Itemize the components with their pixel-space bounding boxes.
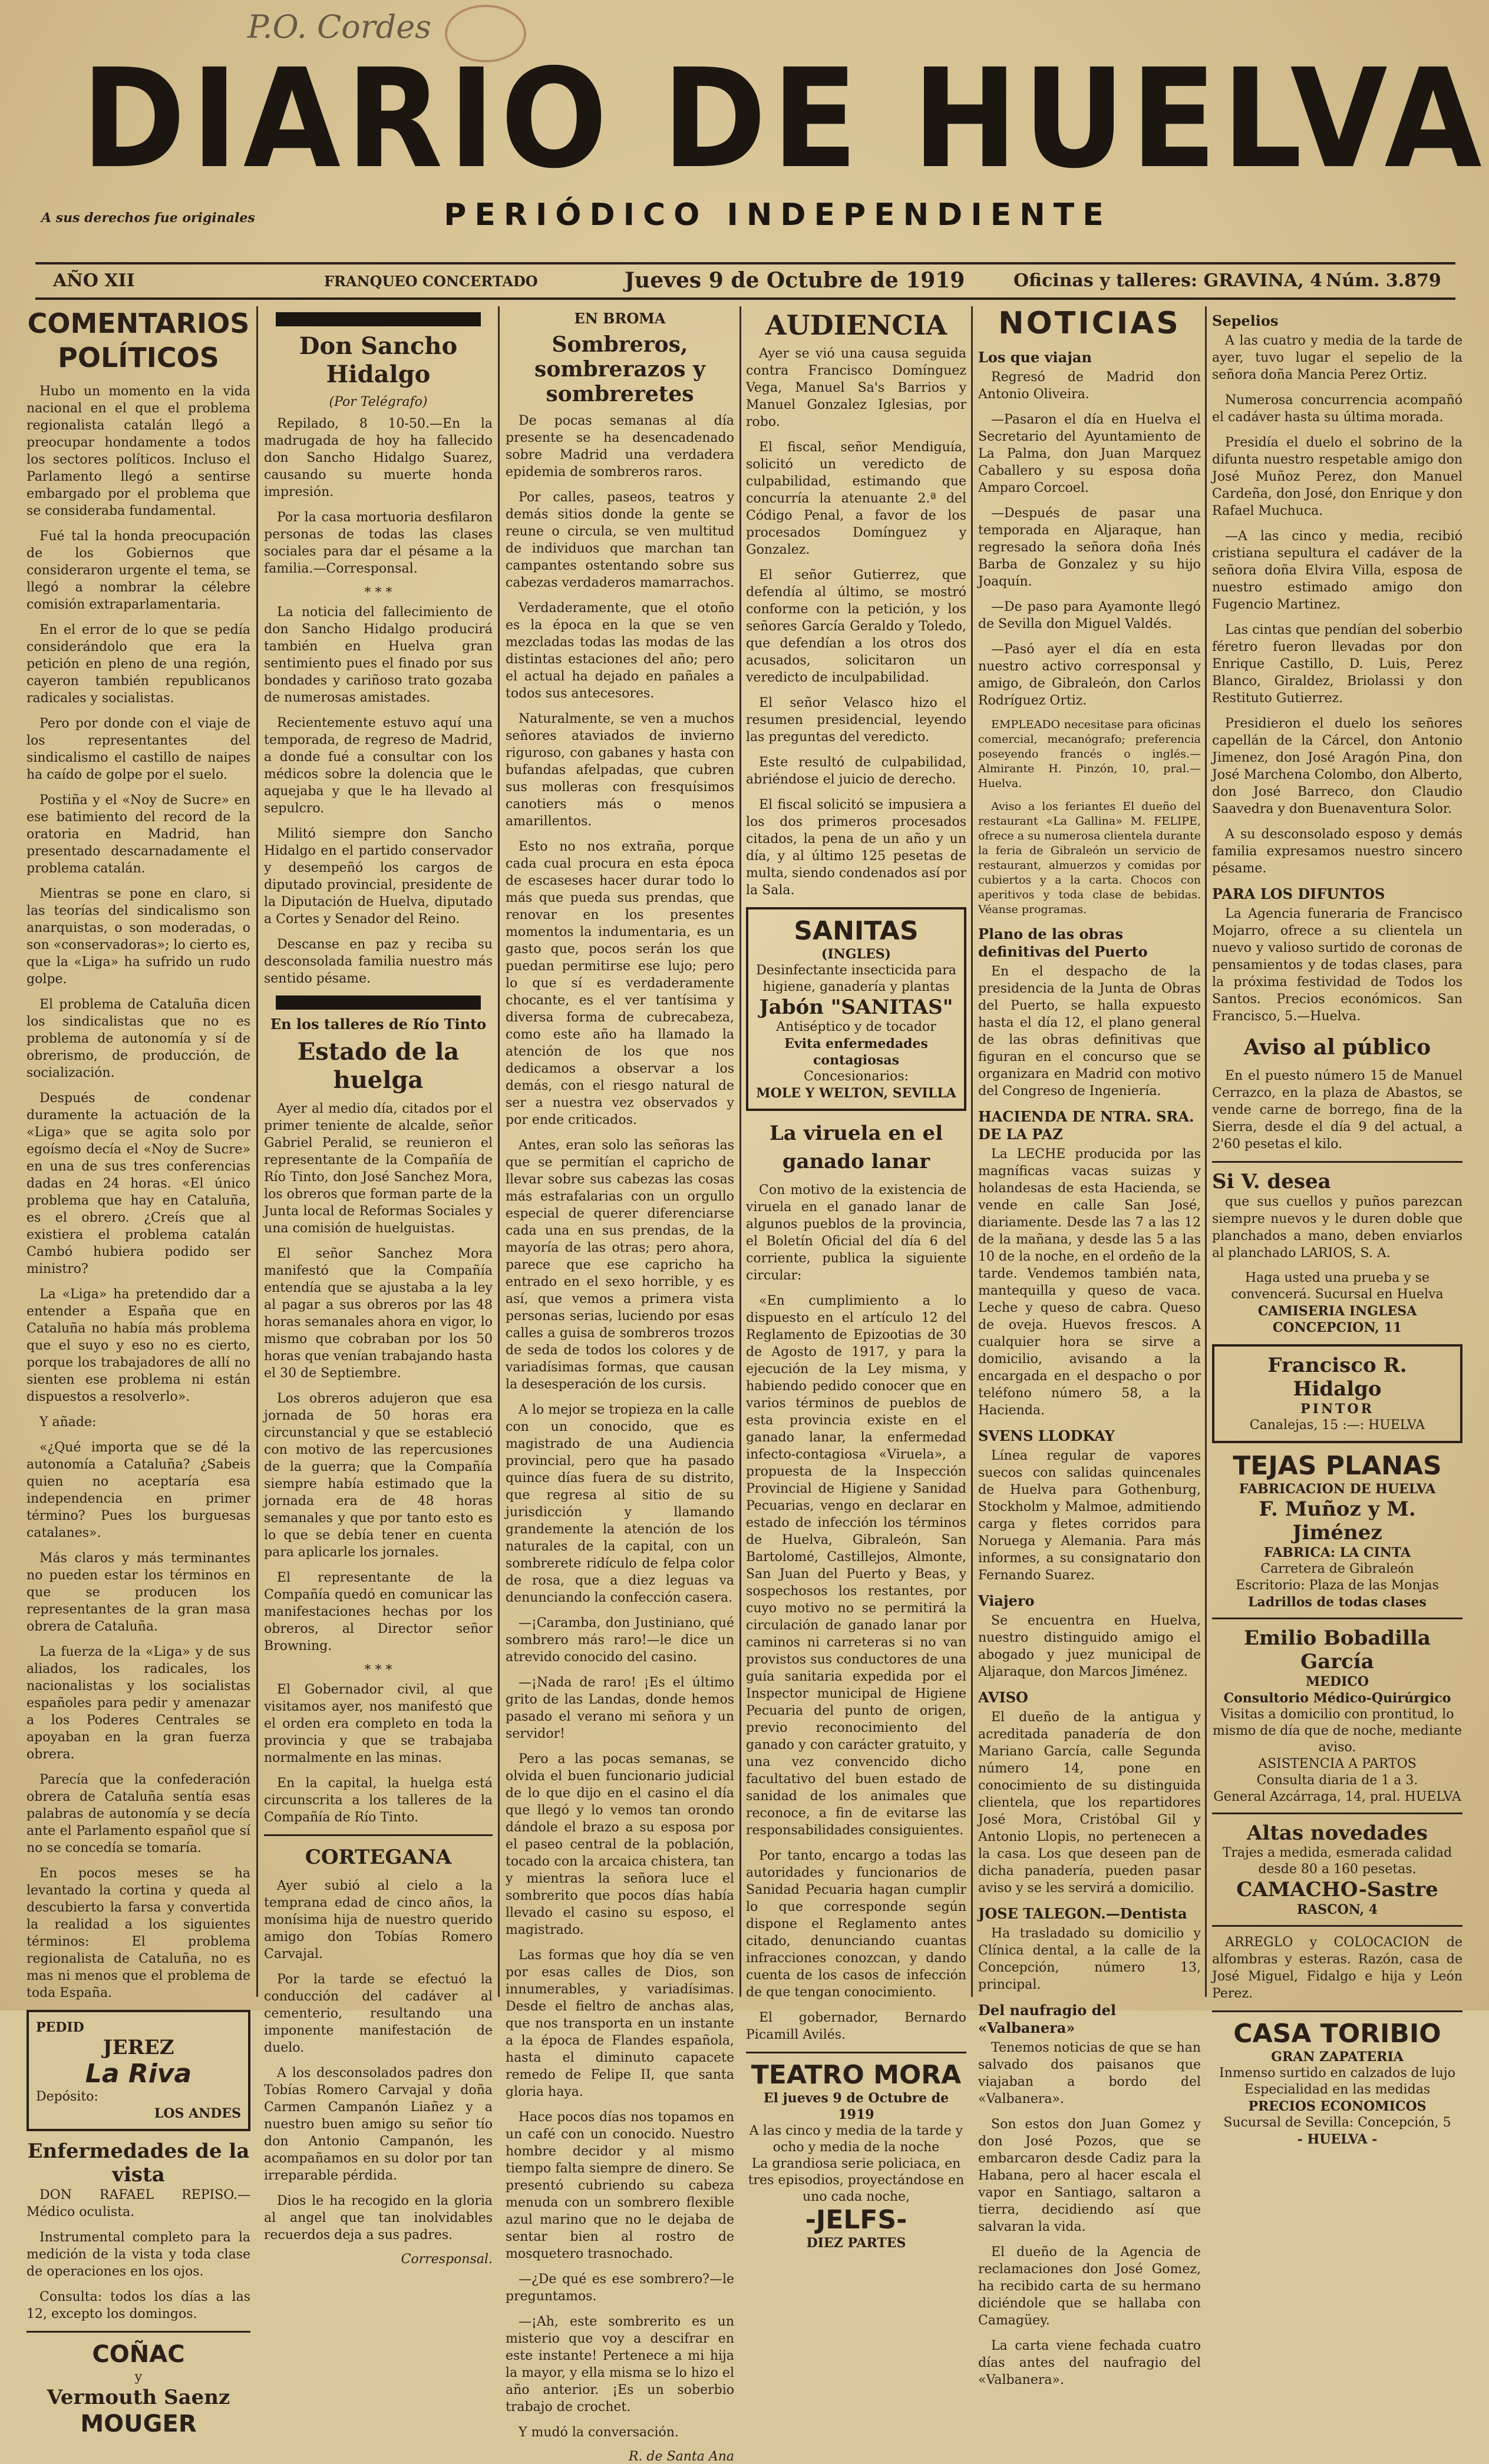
ad-line: Canalejas, 15 :—: HUELVA [1249, 1418, 1425, 1433]
divider [1212, 2010, 1462, 2012]
paragraph: A las cuatro y media de la tarde de ayer, tuvo lugar el sepelio de la señora doña Mancia Perez Ortiz. [1212, 333, 1462, 382]
ad-line: Depósito: [36, 2089, 98, 2104]
news-heading: Sepelios [1212, 312, 1279, 329]
paragraph: Antes, eran solo las señoras las que se permitían el capricho de llevar sobre sus cabezas las cosas más estrafalarias con un orgullo especial de querer diferenciarse cada una en sus prendas, de la mayoría de las otras; pero ahora, parece que ese capricho ha entrado en el sexo horrible, y es así, que vemos a primera vista personas serias, luciendo por esas calles a guisa de sombreros trozos de seda de todos los colores y de variadísimas formas, que causan la desesperación de los cursis. [506, 1138, 734, 1392]
ad-line: Especialidad en las medidas [1244, 2082, 1431, 2097]
ad-line: Consultorio Médico-Quirúrgico [1223, 1691, 1451, 1706]
paragraph: Dios le ha recogido en la gloria al angel que tan inolvidables recuerdos deja a sus padres. [264, 2194, 493, 2243]
paragraph: Las cintas que pendían del soberbio féretro fueron llevadas por don Enrique Castillo, D. Luis, Perez Blanco, Giraldez, Briolassi y don Restituto Gutierrez. [1212, 623, 1462, 706]
ad-title: Francisco R. Hidalgo [1267, 1354, 1407, 1401]
article-title: COMENTARIOS POLÍTICOS [27, 307, 250, 373]
article-title: Estado de la huelga [297, 1038, 460, 1094]
paragraph: Por la tarde se efectuó la conducción del cadáver al cementerio, resultando una imponente manifestación de duelo. [264, 1972, 493, 2055]
paragraph: Con motivo de la existencia de viruela en el ganado lanar de algunos pueblos de la provincia, el Boletín Oficial del día 6 del corriente, publica la siguiente circular: [746, 1183, 966, 1283]
ad-line: Haga usted una prueba y se convencerá. Sucursal en Huelva [1231, 1271, 1444, 1302]
black-bar [276, 995, 481, 1010]
section-title: NOTICIAS [998, 306, 1181, 341]
paragraph: Ayer al medio día, citados por el primer teniente de alcalde, señor Gabriel Peralid, se reunieron el representante de la Compañía de Río Tinto, don José Sanchez Mora, los obreros que forman parte de la Junta local de Reformas Sociales y una comisión de huelguistas. [264, 1102, 493, 1236]
paragraph: Las formas que hoy día se ven por esas calles de Dios, son innumerables, y variadísimas. Desde el fieltro de anchas alas, que nos transporta en un instante a la época de Flandes española, hasta el diminuto capacete remedo de Felipe II, que santa gloria haya. [506, 1948, 734, 2099]
paragraph: —Después de pasar una temporada en Aljaraque, han regresado la señora doña Inés Barba de Gonzalez y su hijo Joaquín. [978, 506, 1201, 589]
paragraph: En el puesto número 15 de Manuel Cerrazco, en la plaza de Abastos, se vende carne de borrego, fina de la Sierra, desde el día 9 del actual, a 2'60 pesetas el kilo. [1212, 1069, 1462, 1152]
paragraph: —Pasaron el día en Huelva el Secretario del Ayuntamiento de La Palma, don Juan Marquez Caballero y su esposa doña Amparo Corcoel. [978, 412, 1201, 495]
ad-line: Vermouth Saenz [47, 2386, 230, 2409]
classified-ad: ARREGLO y COLOCACION de alfombras y esteras. Razón, casa de José Miguel, Fidalgo e hija y León Perez. [1212, 1935, 1462, 2001]
divider [1212, 1925, 1462, 1927]
film-title: -JELFS- [805, 2205, 907, 2235]
handwritten-annotation: P.O. Cordes [247, 8, 431, 45]
paragraph: Ayer subió al cielo a la temprana edad de cinco años, la monísima hija de nuestro querido amigo don Tobías Romero Carvajal. [264, 1878, 493, 1962]
signature: Corresponsal. [401, 2252, 493, 2267]
ad-jerez-la-riva [27, 2010, 250, 2131]
paragraph: —A las cinco y media, recibió cristiana sepultura el cadáver de la señora doña Elvira Villa, esposa de nuestro estimado amigo don Fugencio Martinez. [1212, 529, 1462, 612]
paragraph: Mientras se pone en claro, si las teorías del sindicalismo son anarquistas, o son moderadas, o son «conservadoras»; lo cierto es, que la «Liga» ha sufrido un rudo golpe. [27, 887, 250, 987]
paragraph: La «Liga» ha pretendido dar a entender a España que en Cataluña no había más problema que el suyo y eso no es cierto, porque los trabajadores de allí no sienten ese problema ni están dispuestos a resolverlo». [27, 1287, 250, 1404]
ad-larios [1212, 1170, 1462, 1336]
paragraph: A su desconsolado esposo y demás familia expresamos nuestro sincero pésame. [1212, 827, 1462, 876]
news-heading: PARA LOS DIFUNTOS [1212, 885, 1385, 902]
ad-line: Desinfectante insecticida para higiene, ganadería y plantas [756, 963, 956, 994]
ad-line: Carretera de Gibraleón [1260, 1562, 1414, 1576]
paragraph: Fué tal la honda preocupación de los Gobiernos que consideraron urgente el tema, se llegó a nombrar la célebre comisión extraparlamentaria. [27, 529, 250, 612]
paragraph: El dueño de la antigua y acreditada panadería de don Mariano García, calle Segunda número 14, pone en conocimiento de su distinguida clientela, que los repartidores José Mora, Cristóbal Gil y Antonio Llopis, no pertenecen a la casa. Los que deseen pan de dicha panadería, pueden pasar aviso y se les servirá a domicilio. [978, 1710, 1201, 1896]
paragraph: La fuerza de la «Liga» y de sus aliados, los radicales, los nacionalistas y los socialistas españoles para pedir y amenazar a los Poderes Centrales se apoyaban en la gran fuerza obrera. [27, 1645, 250, 1762]
paragraph: Más claros y más terminantes no pueden estar los términos en que se producen los representantes de la gran masa obrera de Cataluña. [27, 1551, 250, 1634]
ad-line: GRAN ZAPATERIA [1271, 2049, 1404, 2065]
paragraph: Línea regular de vapores suecos con salidas quincenales de Huelva para Gothenburg, Stockholm y Malmoe, admitiendo carga y fletes corridos para Noruega y Alemania. Para más informes, a su consignatario don Fernando Suarez. [978, 1448, 1201, 1583]
ad-line: Sucursal de Sevilla: Concepción, 5 [1223, 2115, 1451, 2130]
ad-line: Ladrillos de todas clases [1248, 1595, 1427, 1610]
paragraph: «¿Qué importa que se dé la autonomía a Cataluña? ¿Sabeis quien no aceptaría esa independencia en primer término? Pues los burguesas catalanes». [27, 1440, 250, 1540]
news-heading: Viajero [978, 1592, 1035, 1609]
newspaper-title: DIARIO DE HUELVA [81, 39, 1487, 199]
paragraph: Pero por donde con el viaje de los representantes del sindicalismo el castillo de naipes ha caído de golpe por el suelo. [27, 716, 250, 782]
paragraph: Descanse en paz y reciba su desconsolada familia nuestro más sentido pésame. [264, 937, 493, 986]
office-address: Oficinas y talleres: GRAVINA, 4 [1013, 270, 1322, 291]
news-heading: SVENS LLODKAY [978, 1427, 1115, 1444]
paragraph: Hubo un momento en la vida nacional en el que el problema regionalista catalán llegó a preocupar hondamente a todos los sectores políticos. Incluso el Parlamento llegó a sentirse embargado por el problema que se consideraba fundamental. [27, 384, 250, 518]
news-heading: AVISO [978, 1689, 1028, 1706]
issue-date: Jueves 9 de Octubre de 1919 [625, 268, 965, 293]
masthead [24, 39, 1487, 199]
motto: A sus derechos fue originales [41, 210, 255, 226]
paragraph: Ha trasladado su domicilio y Clínica dental, a la calle de la Concepción, número 13, principal. [978, 1926, 1201, 1992]
divider [746, 2052, 966, 2053]
paragraph: Y añade: [39, 1415, 97, 1430]
issue-number: Núm. 3.879 [1326, 270, 1441, 291]
paragraph: La noticia del fallecimiento de don Sancho Hidalgo producirá también en Huelva gran sentimiento pues el finado por sus bondades y cariñoso trato gozaba de numerosas amistades. [264, 605, 493, 705]
ad-line: Consulta: todos los días a las 12, excepto los domingos. [27, 2290, 250, 2321]
paragraph: El Gobernador civil, al que visitamos ayer, nos manifestó que el orden era completo en toda la provincia y que se trabajaba normalmente en las minas. [264, 1682, 493, 1765]
article-title: La viruela en el ganado lanar [769, 1122, 943, 1173]
ad-line: ASISTENCIA A PARTOS [1258, 1757, 1417, 1771]
column-2 [264, 306, 493, 2267]
ad-conac [27, 2340, 250, 2439]
ad-line: - HUELVA - [1297, 2132, 1378, 2147]
masthead-subline [24, 197, 1465, 233]
column-rule [739, 306, 741, 1997]
news-heading: Los que viajan [978, 349, 1092, 366]
paragraph: A lo mejor se tropieza en la calle con un conocido, que es magistrado de una Audiencia provincial, pero que ha pasado quince días fuera de su distrito, que regresa al sitio de su jurisdicción y llamando grandemente la atención de los naturales de la capital, con un sombrerete ridículo de felpa color de rosa, que a diez leguas va denunciando la confección casera. [506, 1403, 734, 1605]
paragraph: Este resultó de culpabilidad, abriéndose el juicio de derecho. [746, 755, 966, 787]
paragraph: En el error de lo que se pedía considerándolo que era la petición en pleno de una región, cayeron también republicanos radicales y socialistas. [27, 623, 250, 706]
ad-brand: SANITAS [794, 916, 919, 946]
column-5 [978, 306, 1201, 2387]
paragraph: —De paso para Ayamonte llegó de Sevilla don Miguel Valdés. [978, 600, 1201, 631]
ad-title: CASA TORIBIO [1233, 2019, 1441, 2049]
paragraph: El señor Sanchez Mora manifestó que la Compañía entendía que se ajustaba a la ley al pagar a sus obreros por las 48 horas semanales ahora en vigor, lo mismo que cobraban por los 50 horas que venían trabajando hasta el 30 de Septiembre. [264, 1246, 493, 1381]
paragraph: —¡Ah, este sombrerito es un misterio que voy a descifrar en este instante! Pertenece a mi hija la mayor, y ella misma se lo hizo el año anterior. ¡Es un soberbio trabajo de crochet. [506, 2314, 734, 2415]
column-4 [746, 306, 966, 2251]
newspaper-subtitle: PERIÓDICO INDEPENDIENTE [444, 197, 1112, 233]
paragraph: —¿De qué es ese sombrero?—le preguntamos. [506, 2272, 734, 2304]
column-rule [971, 306, 973, 1997]
ad-sanitas [746, 907, 966, 1111]
paragraph: El fiscal, señor Mendiguía, solicitó un veredicto de culpabilidad, estimando que concurría la atenuante 2.ª del Código Penal, a favor de los procesados Domínguez y Gonzalez. [746, 440, 966, 557]
ad-title: Enfermedades de la vista [27, 2139, 250, 2187]
ad-line: que sus cuellos y puños parezcan siempre nuevos y le duren doble que planchados a mano, deben enviarlos al planchado LARIOS, S. A. [1212, 1195, 1462, 1261]
article-title: Sombreros, sombrerazos y sombreretes [534, 332, 705, 406]
paragraph: En pocos meses se ha levantado la cortina y queda al descubierto la farsa y convertida la realidad a los siguientes términos: El problema regionalista de Cataluña, no es mas ni menos que el problema de toda España. [27, 1866, 250, 2000]
paragraph: Naturalmente, se ven a muchos señores ataviados de invierno riguroso, con gabanes y hasta con bufandas afelpadas, que cubren sus molleras con fresquísimos canotiers más o menos amarillentos. [506, 712, 734, 829]
paragraph: Hace pocos días nos topamos en un café con un conocido. Nuestro hombre decidor y al mismo tiempo falta siempre de dinero. Se presentó cubriendo su cabeza menuda con un sombrero flexible azul marino que no le dejaba de sentar bien al rostro de mosquetero trasnochado. [506, 2110, 734, 2261]
paragraph: El problema de Cataluña dicen los sindicalistas que no es problema de autonomía y sí de obrerismo, de producción, de socialización. [27, 997, 250, 1080]
paragraph: Presidía el duelo el sobrino de la difunta nuestro respetable amigo don José Muñoz Perez, don Manuel Cardeña, don José, don Enrique y don Rafael Muchuca. [1212, 435, 1462, 518]
ad-line: Antiséptico y de tocador [776, 1020, 936, 1034]
divider [264, 1834, 493, 1836]
article-title: AUDIENCIA [765, 309, 947, 341]
paragraph: Postiña y el «Noy de Sucre» en ese batimiento del record de la oratoria en Madrid, han presentado descarnadamente el problema catalán. [27, 793, 250, 876]
separator: * * * [364, 1663, 392, 1678]
paragraph: Verdaderamente, que el otoño es la época en la que se ven mezcladas todas las modas de las distintas estaciones del año; pero el actual ha dejado en pañales a todos sus antecesores. [506, 601, 734, 701]
year-label: AÑO XII [53, 270, 135, 291]
black-bar [276, 312, 481, 326]
paragraph: Por calles, paseos, teatros y demás sitios donde la gente se reune o circula, se ven multitud de individuos que marchan tan campantes ostentando sobre sus cabezas verdaderos mamarrachos. [506, 490, 734, 590]
paragraph: La carta viene fechada cuatro días antes del naufragio del «Valbanera». [978, 2339, 1201, 2387]
theater-line: DIEZ PARTES [806, 2235, 906, 2251]
paragraph: Regresó de Madrid don Antonio Oliveira. [978, 370, 1201, 402]
ad-line: MOLE Y WELTON, SEVILLA [756, 1086, 956, 1101]
ad-line: PEDID [36, 2020, 84, 2035]
ad-line: CAMACHO-Sastre [1236, 1878, 1438, 1901]
theater-title: TEATRO MORA [751, 2060, 962, 2090]
news-heading: Plano de las obras definitivas del Puerto [978, 925, 1148, 960]
paragraph: Pero a las pocas semanas, se olvida el buen funcionario judicial de lo que dijo en el casino el día que llegó y lo vemos tan orondo dándole el brazo a su esposa por el paseo central de la población, tocado con la arcaica chistera, tan y mientras la señora luce el sombrerito que pocos días había llevado el casino su esposo, el magistrado. [506, 1752, 734, 1937]
column-rule [256, 306, 258, 1997]
paragraph: El fiscal solicitó se impusiera a los dos primeros procesados citados, la pena de un año y un día, y al último 125 pesetas de multa, siendo condenados así por la Sala. [746, 798, 966, 898]
paragraph: Se encuentra en Huelva, nuestro distinguido amigo el abogado y juez municipal de Aljaraque, don Marcos Jiménez. [978, 1613, 1201, 1679]
theater-line: A las cinco y media de la tarde y ocho y media de la noche [749, 2124, 963, 2155]
divider [1212, 1618, 1462, 1619]
ad-hidalgo-pintor [1212, 1344, 1462, 1443]
ad-line: Concesionarios: [804, 1069, 909, 1084]
paragraph: Son estos don Juan Gomez y don José Pozos, que se embarcaron desde Cadiz para la Habana, pero al hacer escala el vapor en Santiago, saltaron a tierra, decidiendo así que salvaran la vida. [978, 2117, 1201, 2234]
ad-line: Consulta diaria de 1 a 3. [1256, 1773, 1418, 1788]
paragraph: La Agencia funeraria de Francisco Mojarro, ofrece a su clientela un nuevo y valioso surtido de coronas de pensamientos y de todas clases, para la próxima festividad de Todos los Santos. Precios económicos. San Francisco, 5.—Huelva. [1212, 907, 1462, 1024]
paragraph: Recientemente estuvo aquí una temporada, de regreso de Madrid, a donde fué a consultar con los médicos sobre la dolencia que le aquejaba y que le ha llevado al sepulcro. [264, 716, 493, 816]
paragraph: Militó siempre don Sancho Hidalgo en el partido conservador y desempeñó los cargos de diputado provincial, presidente de la Diputación de Huelva, diputado a Cortes y Senador del Reino. [264, 826, 493, 927]
theater-line: La grandiosa serie policiaca, en tres episodios, proyectándose en uno cada noche, [748, 2157, 965, 2204]
article-title: CORTEGANA [305, 1845, 452, 1869]
ad-title: Si V. desea [1212, 1170, 1331, 1193]
ad-line: RASCON, 4 [1296, 1902, 1378, 1917]
ad-line: PINTOR [1300, 1401, 1374, 1417]
ad-title: TEJAS PLANAS [1233, 1451, 1442, 1481]
paragraph: El gobernador, Bernardo Picamill Avilés. [746, 2010, 966, 2042]
news-heading: HACIENDA DE NTRA. SRA. DE LA PAZ [978, 1108, 1194, 1143]
ad-oculista [27, 2139, 250, 2323]
paragraph: El representante de la Compañía quedó en comunicar las manifestaciones hechas por los obreros, al Director señor Browning. [264, 1570, 493, 1653]
ad-bobadilla [1212, 1626, 1462, 1805]
ad-line: Escritorio: Plaza de las Monjas [1236, 1578, 1439, 1593]
paragraph: Después de condenar duramente la actuación de la «Liga» que se agita solo por egoísmo decía el «Noy de Sucre» en una de sus tres conferencias dadas en 24 horas. «El único problema que hay en Cataluña, es el obrero. ¿Creís que al existiera el problema catalán Cambó hubiera podido ser ministro? [27, 1091, 250, 1276]
article-kicker: En los talleres de Río Tinto [270, 1016, 487, 1033]
ad-line: (INGLES) [821, 947, 892, 962]
column-1 [27, 306, 250, 2437]
column-6 [1212, 306, 1462, 2147]
ad-line: Instrumental completo para la medición de la vista y toda clase de operaciones en los ojos. [27, 2230, 250, 2279]
ad-line: FABRICACION DE HUELVA [1239, 1481, 1436, 1497]
ad-brand: La Riva [85, 2059, 192, 2089]
paragraph: Presidieron el duelo los señores capellán de la Cárcel, don Antonio Jimenez, don José Aragón Pina, don José Marchena Colombo, don Alberto, don José Barreco, don Claudio Saavedra y don Buenaventura Solor. [1212, 716, 1462, 816]
paragraph: Numerosa concurrencia acompañó el cadáver hasta su última morada. [1212, 393, 1462, 425]
issue-info-bar [35, 262, 1455, 300]
news-heading: Del naufragio del «Valbanera» [978, 2002, 1116, 2036]
paragraph: «En cumplimiento a lo dispuesto en el artículo 12 del Reglamento de Epizootias de 30 de Agosto de 1917, y para la ejecución de la Ley misma, y habiendo pedido conocer que en varios términos de pueblos de esta provincia existe en el ganado lanar, la enfermedad infecto-contagiosa «Viruela», a propuesta de la Inspección Provincial de Higiene y Sanidad Pecuarias, vengo en declarar en estado de infección los términos de Huelva, Gibraleón, San Bartolomé, Castillejos, Almonte, San Juan del Puerto y Beas, y sospechosos los restantes, por cuyo motivo no se permitirá la circulación de ganado lanar por caminos ni carreteras si no van provistos sus conductores de una guía sanitaria expedida por el Inspector municipal de Higiene Pecuaria del punto de origen, previo reconocimiento del ganado y con carácter gratuito, y una vez convencido dicho facultativo del buen estado de sanidad de los animales que reconoce, a fin de evitarse las responsabilidades consiguientes. [746, 1294, 966, 1838]
ad-line: CONCEPCION, 11 [1272, 1320, 1402, 1335]
ad-line: Trajes a medida, esmerada calidad desde 80 a 160 pesetas. [1222, 1845, 1452, 1877]
ad-line: General Azcárraga, 14, pral. HUELVA [1213, 1790, 1461, 1804]
theater-date: El jueves 9 de Octubre de 1919 [763, 2091, 949, 2122]
ad-line: MEDICO [1305, 1674, 1369, 1689]
paragraph: Tenemos noticias de que se han salvado dos paisanos que viajaban a bordo del «Valbanera». [978, 2040, 1201, 2106]
notice-title: Aviso al público [1243, 1035, 1431, 1060]
paragraph: En el despacho de la presidencia de la Junta de Obras del Puerto, se halla expuesto hasta el día 12, el plano general de las obras definitivas que figuran en el concurso que se organizara en Madrid con motivo del Congreso de Ingeniería. [978, 964, 1201, 1099]
classified-ad: EMPLEADO necesitase para oficinas comercial, mecanógrafo; preferencia poseyendo francés o inglés.—Almirante H. Pinzón, 10, pral.—Huelva. [978, 718, 1201, 790]
ad-line: y [134, 2370, 143, 2384]
byline: (Por Telégrafo) [329, 395, 428, 409]
paragraph: —¡Nada de raro! ¡Es el último grito de las Landas, donde hemos pasado el verano mi señora y un servidor! [506, 1675, 734, 1741]
ad-line: COÑAC [92, 2341, 185, 2368]
paragraph: De pocas semanas al día presente se ha desencadenado sobre Madrid una verdadera epidemia de sombreros raros. [506, 414, 734, 479]
divider [1212, 1813, 1462, 1814]
signature: R. de Santa Ana [628, 2449, 734, 2464]
ad-line: Jabón "SANITAS" [759, 995, 953, 1019]
divider [1212, 1161, 1462, 1163]
paragraph: Los obreros adujeron que esa jornada de 50 horas era circunstancial y que se estableció con motivo de las repercusiones de la guerra; que la Compañía siempre había estimado que la jornada era de 48 horas semanales y que por tanto esto es lo que se debía tener en cuenta para aplicarle los jornales. [264, 1391, 493, 1560]
article-title: Don Sancho Hidalgo [299, 332, 458, 388]
ad-title: Emilio Bobadilla García [1244, 1626, 1431, 1673]
article-kicker: EN BROMA [574, 310, 666, 327]
ad-line: Inmenso surtido en calzados de lujo [1219, 2066, 1455, 2081]
news-heading: JOSE TALEGON.—Dentista [978, 1905, 1187, 1922]
paragraph: Ayer se vió una causa seguida contra Francisco Domínguez Vega, Manuel Sa's Barrios y Manuel Gonzalez Iglesias, por robo. [746, 346, 966, 429]
paragraph: Repilado, 8 10-50.—En la madrugada de hoy ha fallecido don Sancho Hidalgo Suarez, causando su muerte honda impresión. [264, 416, 493, 500]
paragraph: Y mudó la conversación. [519, 2425, 679, 2440]
classified-ad: Aviso a los feriantes El dueño del restaurant «La Gallina» M. FELIPE, ofrece a su numerosa clientela durante la feria de Gibraleón un servicio de restaurant, almuerzos y comidas por cubiertos y a la carta. Chocos con aperitivos y toda clase de bebidas. Véanse programas. [978, 800, 1201, 916]
column-3 [506, 306, 734, 2464]
paragraph: Por tanto, encargo a todas las autoridades y funcionarios de Sanidad Pecuaria hagan cumplir lo que corresponde según dispone el Reglamento antes citado, denunciando cuantas infracciones conozcan, y dando cuenta de los casos de infección de que tengan conocimiento. [746, 1848, 966, 2000]
ad-line: Visitas a domicilio con prontitud, lo mismo de día que de noche, mediante aviso. [1212, 1707, 1462, 1755]
ad-line: F. Muñoz y M. Jiménez [1259, 1497, 1416, 1544]
paragraph: En la capital, la huelga está circunscrita a los talleres de la Compañía de Río Tinto. [264, 1776, 493, 1825]
ad-title: Altas novedades [1246, 1821, 1428, 1845]
paragraph: Parecía que la confederación obrera de Cataluña sentía esas palabras de autonomía y se decía ante el Parlamento español que sí no se concedía se tomaría. [27, 1772, 250, 1856]
separator: * * * [364, 586, 392, 600]
paragraph: A los desconsolados padres don Tobías Romero Carvajal y doña Carmen Campanón Liañez y a nuestro buen amigo su señor tío don Antonio Campanón, les acompañamos en su dolor por tan irreparable pérdida. [264, 2066, 493, 2183]
ad-line: DON RAFAEL REPISO.—Médico oculista. [27, 2188, 250, 2220]
paragraph: Esto no nos extraña, porque cada cual procura en esta época de escaseses hacer durar todo lo más que pueda sus prendas, que renovar en los presentes momentos la indumentaria, es un gasto que, pocos serán los que puedan permitirse ese lujo; pero lo que sí es verdaderamente chocante, es el ver tantísima y diversa forma de cubrecabeza, como este año ha llamado la atención de los que nos dedicamos a observar a los demás, con el riesgo natural de ser a nuestra vez observados y por ende criticados. [506, 839, 734, 1127]
ad-tejas-planas [1212, 1451, 1462, 1610]
ad-line: JEREZ [103, 2036, 174, 2059]
paragraph: —Pasó ayer el día en esta nuestro activo corresponsal y amigo, de Gibraleón, don Carlos Rodríguez Ortiz. [978, 642, 1201, 708]
column-rule [1205, 306, 1207, 1997]
ad-line: CAMISERIA INGLESA [1257, 1304, 1417, 1319]
ad-casa-toribio [1212, 2019, 1462, 2148]
paragraph: La LECHE producida por las magníficas vacas suizas y holandesas de esta Hacienda, se vende en calle San José, diariamente. Desde las 7 a las 12 de la mañana, y desde las 5 a las 10 de la noche, en el ordeño de la tarde. Vendemos también nata, mantequilla y queso de vaca. Leche y queso de cabra. Queso de oveja. Huevos frescos. A cualquier hora se sirve a domicilio, avisando a la encargada en el despacho o por teléfono número 58, a la Hacienda. [978, 1147, 1201, 1418]
paragraph: El dueño de la Agencia de reclamaciones don José Gomez, ha recibido carta de su hermano diciéndole que se hallaba con Camagüey. [978, 2245, 1201, 2328]
ad-line: FABRICA: LA CINTA [1263, 1545, 1411, 1560]
ad-camacho [1212, 1821, 1462, 1918]
paragraph: El señor Velasco hizo el resumen presidencial, leyendo las preguntas del veredicto. [746, 696, 966, 745]
paragraph: —¡Caramba, don Justiniano, qué sombrero más raro!—le dice un atrevido conocido del casino. [506, 1616, 734, 1665]
ad-line: MOUGER [80, 2410, 197, 2437]
column-rule [498, 306, 500, 1997]
paragraph: Por la casa mortuoria desfilaron personas de todas las clases sociales para dar el pésame a la familia.—Corresponsal. [264, 510, 493, 576]
ad-line: PRECIOS ECONOMICOS [1248, 2099, 1427, 2114]
ad-line: Evita enfermedades contagiosas [784, 1036, 928, 1068]
paragraph: El señor Gutierrez, que defendía al último, se mostró conforme con la petición, y los señores García Geraldo y Toledo, que defendían a los otros dos acusados, solicitaron un veredicto de inculpabilidad. [746, 568, 966, 685]
franqueo-label: FRANQUEO CONCERTADO [324, 273, 538, 290]
divider [27, 2331, 250, 2333]
ad-line: LOS ANDES [154, 2106, 241, 2121]
